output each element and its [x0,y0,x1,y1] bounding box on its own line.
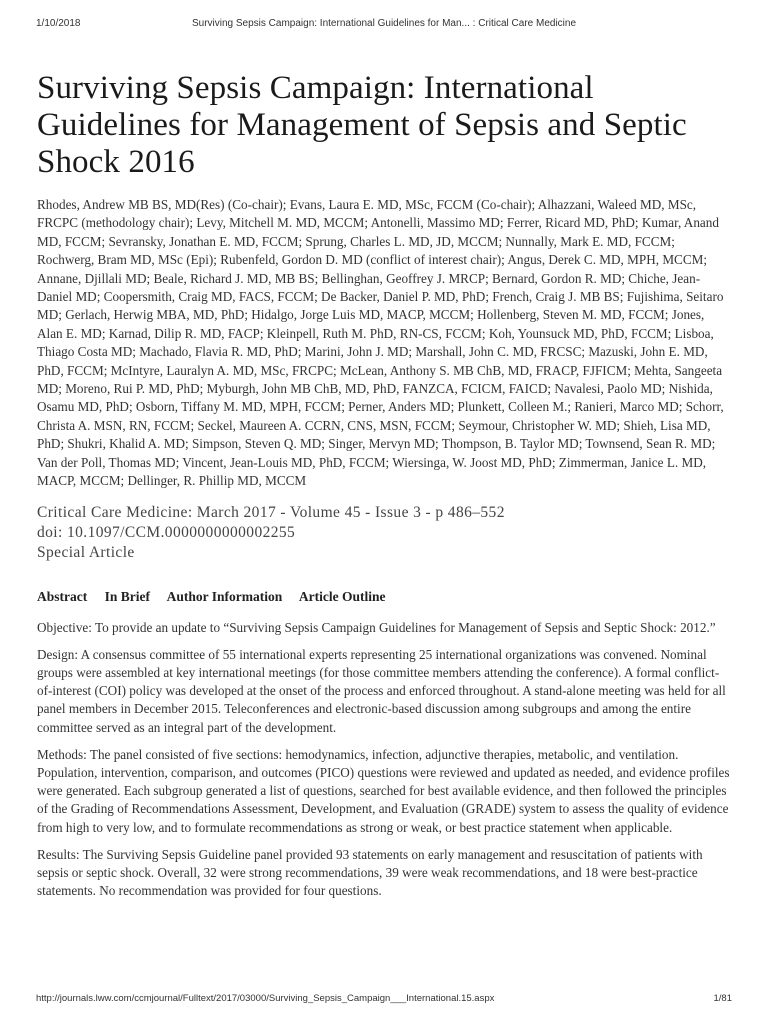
page-url: http://journals.lww.com/ccmjournal/Fulltext/2017/03000/Surviving_Sepsis_Campaign___International.15.aspx [36,993,495,1004]
section-label: Design: [37,646,79,662]
print-date: 1/10/2018 [36,18,81,29]
article-meta [37,503,731,563]
tab-abstract[interactable]: Abstract [37,588,88,604]
section-text: A consensus committee of 55 international experts representing 25 international organizations was convened. Nominal groups were assembled at key international meetings (for those committee members attending the conference). A formal conflict-of-interest (COI) policy was developed at the onset of the process and enforced throughout. A stand-alone meeting was held for all panel members in December 2015. Teleconferences and electronic-based discussion among subgroups and among the entire committee served as an integral part of the development. [37,646,726,735]
tab-article-outline[interactable]: Article Outline [298,588,386,604]
print-footer [36,993,732,1004]
tab-in-brief[interactable]: In Brief [104,588,150,604]
article-title: Surviving Sepsis Campaign: International Guidelines for Management of Sepsis and Septic Shock 2016 [37,70,687,180]
section-text: The panel consisted of five sections: hemodynamics, infection, adjunctive therapies, metabolic, and ventilation. Population, intervention, comparison, and outcomes (PICO) questions were reviewed and updated as needed, and evidence profiles were generated. Each subgroup generated a list of questions, searched for best available evidence, and then followed the principles of the Grading of Recommendations Assessment, Development, and Evaluation (GRADE) system to assess the quality of evidence from high to very low, and to formulate recommendations as strong or weak, or best practice statement when applicable. [37,746,730,835]
article-type: Special Article [37,543,135,561]
print-page-title: Surviving Sepsis Campaign: International Guidelines for Man... : Critical Care Medicine [191,18,577,29]
author-list: Rhodes, Andrew MB BS, MD(Res) (Co-chair); Evans, Laura E. MD, MSc, FCCM (Co-chair); Alhazzani, Waleed MD, MSc, FRCPC (methodology chair); Levy, Mitchell M. MD, MCCM; Antonelli, Massimo MD; Ferrer, Ricard MD, PhD; Kumar, Anand MD, FCCM; Sevransky, Jonathan E. MD, FCCM; Sprung, Charles L. MD, JD, MCCM; Nunnally, Mark E. MD, FCCM; Rochwerg, Bram MD, MSc (Epi); Rubenfeld, Gordon D. MD (conflict of interest chair); Angus, Derek C. MD, MPH, MCCM; Annane, Djillali MD; Beale, Richard J. MD, MB BS; Bellinghan, Geoffrey J. MRCP; Bernard, Gordon R. MD; Chiche, Jean-Daniel MD; Coopersmith, Craig MD, FACS, FCCM; De Backer, Daniel P. MD, PhD; French, Craig J. MB BS; Fujishima, Seitaro MD; Gerlach, Herwig MBA, MD, PhD; Hidalgo, Jorge Luis MD, MACP, MCCM; Hollenberg, Steven M. MD, FCCM; Jones, Alan E. MD; Karnad, Dilip R. MD, FACP; Kleinpell, Ruth M. PhD, RN-CS, FCCM; Koh, Younsuck MD, PhD, FCCM; Lisboa, Thiago Costa MD; Machado, Flavia R. MD, PhD; Marini, John J. MD; Marshall, John C. MD, FRCSC; Mazuski, John E. MD, PhD, FCCM; McIntyre, Lauralyn A. MD, MSc, FRCPC; McLean, Anthony S. MB ChB, MD, FRACP, FJFICM; Mehta, Sangeeta MD; Moreno, Rui P. MD, PhD; Myburgh, John MB ChB, MD, PhD, FANZCA, FCICM, FAICD; Navalesi, Paolo MD; Nishida, Osamu MD, PhD; Osborn, Tiffany M. MD, MPH, FCCM; Perner, Anders MD; Plunkett, Colleen M.; Ranieri, Marco MD; Schorr, Christa A. MSN, RN, FCCM; Seckel, Maureen A. CCRN, CNS, MSN, FCCM; Seymour, Christopher W. MD; Shieh, Lisa MD, PhD; Shukri, Khalid A. MD; Simpson, Steven Q. MD; Singer, Mervyn MD; Thompson, B. Taylor MD; Townsend, Sean R. MD; Van der Poll, Thomas MD; Vincent, Jean-Louis MD, PhD, FCCM; Wiersinga, W. Joost MD, PhD; Zimmerman, Janice L. MD, MACP, MCCM; Dellinger, R. Phillip MD, MCCM [37,197,724,489]
section-text: The Surviving Sepsis Guideline panel provided 93 statements on early management and resuscitation of patients with sepsis or septic shock. Overall, 32 were strong recommendations, 39 were weak recommendations, and 18 were best-practice statements. No recommendation was provided for four questions. [37,846,703,899]
abstract-objective [37,619,731,637]
abstract-methods [37,746,731,837]
section-text: To provide an update to “Surviving Sepsis Campaign Guidelines for Management of Sepsis and Septic Shock: 2012.” [95,619,716,635]
article-tabs [37,589,731,605]
article-content [37,70,731,900]
abstract-results [37,846,731,901]
journal-citation: Critical Care Medicine: March 2017 - Volume 45 - Issue 3 - p 486–552 [37,503,505,521]
abstract-design [37,646,731,737]
page-number: 1/81 [713,993,732,1004]
section-label: Methods: [37,746,87,762]
section-label: Results: [37,846,80,862]
tab-author-information[interactable]: Author Information [166,588,283,604]
doi: doi: 10.1097/CCM.0000000000002255 [37,523,296,541]
section-label: Objective: [37,619,92,635]
